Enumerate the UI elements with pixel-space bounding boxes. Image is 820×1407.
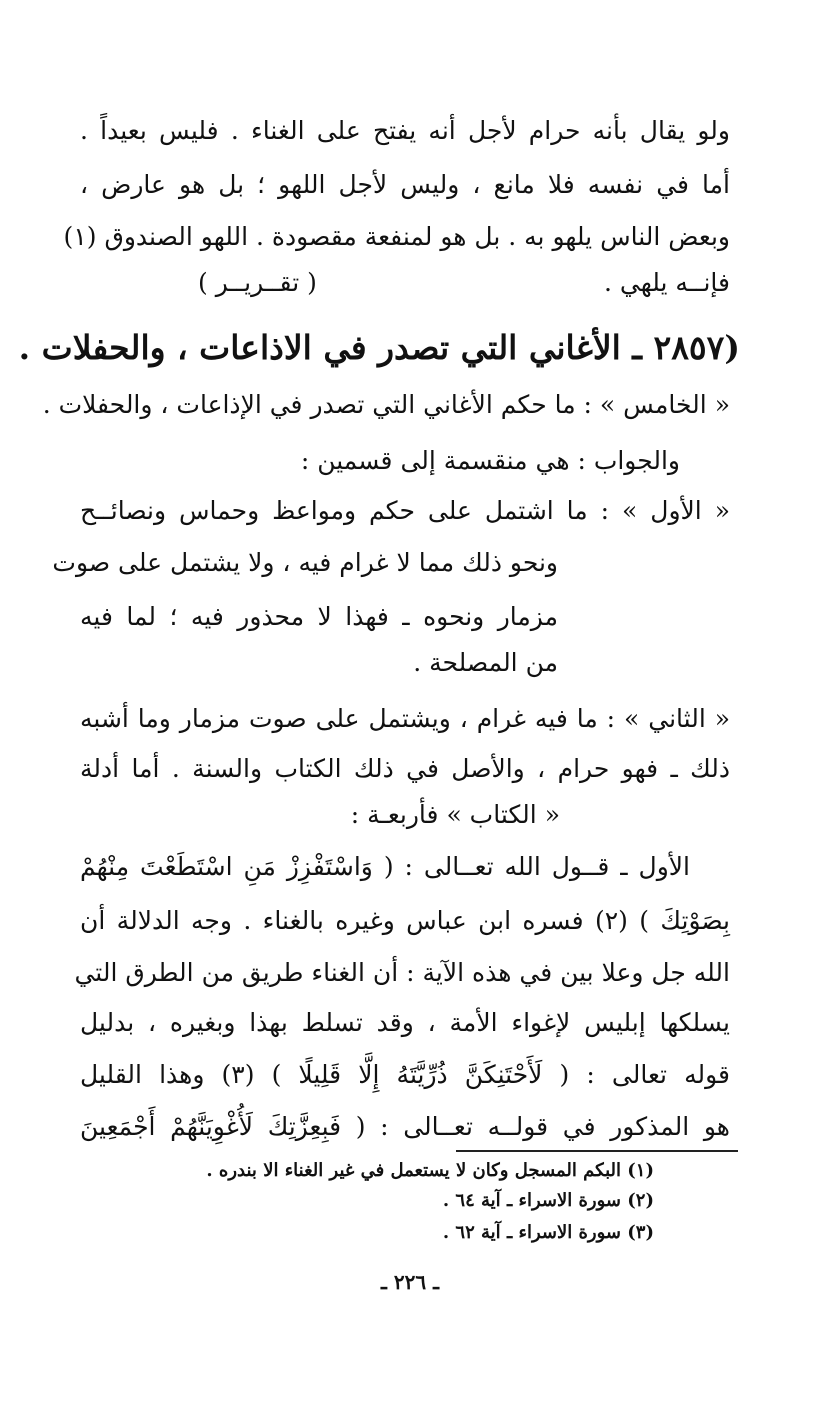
footnote: (١) البكم المسجل وكان لا يستعمل في غير الغناء الا بندره . [206, 1160, 654, 1181]
evidence-line: بِصَوْتِكَ ) (٢) فسره ابن عباس وغيره بالغناء . وجه الدلالة أن [80, 906, 730, 935]
first-type-line: من المصلحة . [413, 648, 558, 677]
report-note: ( تقــريــر ) [198, 268, 317, 297]
second-type-line: « الثاني » : ما فيه غرام ، ويشتمل على صوت مزمار وما أشبه [80, 704, 730, 733]
evidence-line: الأول ـ قــول الله تعــالى : ( وَاسْتَفْزِزْ مَنِ اسْتَطَعْتَ مِنْهُمْ [80, 852, 690, 881]
first-type-line: « الأول » : ما اشتمل على حكم ومواعظ وحماس ونصائــح [80, 496, 730, 525]
second-type-line: « الكتاب » فأربعـة : [350, 800, 560, 829]
closing-text: فإنــه يلهي . [603, 268, 730, 297]
evidence-line: قوله تعالى : ( لَأَحْتَنِكَنَّ ذُرِّيَّتَهُ إِلَّا قَلِيلًا ) (٣) وهذا القليل [80, 1060, 730, 1089]
second-type-line: ذلك ـ فهو حرام ، والأصل في ذلك الكتاب والسنة . أما أدلة [80, 754, 730, 783]
evidence-line: يسلكها إبليس لإغواء الأمة ، وقد تسلط بهذا وبغيره ، بدليل [80, 1008, 730, 1037]
first-type-line: ونحو ذلك مما لا غرام فيه ، ولا يشتمل على صوت [52, 548, 558, 577]
body-line-with-note [80, 268, 730, 298]
body-line: أما في نفسه فلا مانع ، وليس لأجل اللهو ؛ بل هو عارض ، [80, 170, 730, 199]
evidence-line: الله جل وعلا بين في هذه الآية : أن الغناء طريق من الطرق التي [74, 958, 730, 987]
body-line: ولو يقال بأنه حرام لأجل أنه يفتح على الغناء . فليس بعيداً . [80, 116, 730, 145]
answer-line: والجواب : هي منقسمة إلى قسمين : [300, 446, 680, 475]
first-type-line: مزمار ونحوه ـ فهذا لا محذور فيه ؛ لما فيه [80, 602, 558, 631]
footnote-divider [456, 1150, 738, 1152]
footnote: (٣) سورة الاسراء ـ آية ٦٢ . [442, 1222, 654, 1243]
section-heading: (٢٨٥٧ ـ الأغاني التي تصدر في الاذاعات ، والحفلات . [18, 328, 740, 367]
body-line: وبعض الناس يلهو به . بل هو لمنفعة مقصودة . اللهو الصندوق (١) [63, 222, 730, 251]
evidence-line: هو المذكور في قولــه تعــالى : ( فَبِعِزَّتِكَ لَأُغْوِيَنَّهُمْ أَجْمَعِينَ [80, 1112, 730, 1141]
question-line: « الخامس » : ما حكم الأغاني التي تصدر في الإذاعات ، والحفلات . [42, 390, 730, 419]
page-number: ـ ٢٢٦ ـ [381, 1270, 439, 1294]
footnote: (٢) سورة الاسراء ـ آية ٦٤ . [442, 1190, 654, 1211]
